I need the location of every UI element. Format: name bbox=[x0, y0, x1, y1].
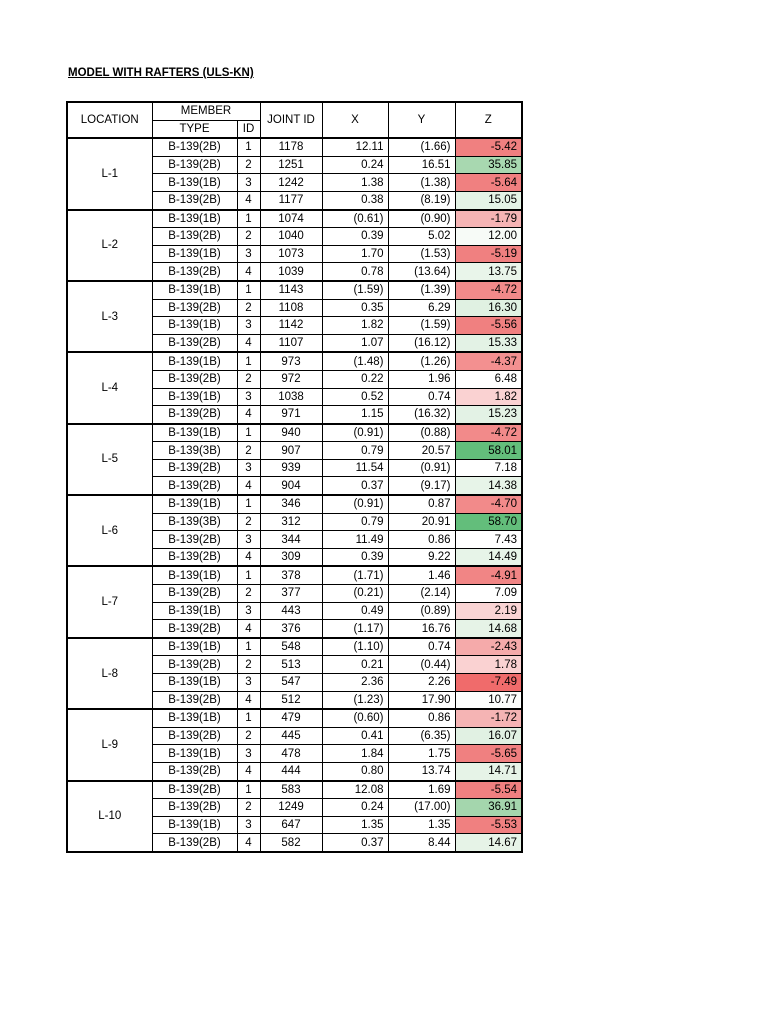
member-id-cell: 3 bbox=[237, 531, 260, 549]
joint-id-cell: 479 bbox=[260, 709, 322, 727]
member-id-cell: 2 bbox=[237, 513, 260, 531]
member-id-cell: 2 bbox=[237, 799, 260, 817]
member-id-cell: 2 bbox=[237, 442, 260, 460]
member-type-cell: B-139(1B) bbox=[152, 709, 237, 727]
x-cell: (1.23) bbox=[322, 691, 388, 709]
joint-id-cell: 309 bbox=[260, 548, 322, 566]
member-type-cell: B-139(2B) bbox=[152, 477, 237, 495]
member-id-cell: 3 bbox=[237, 174, 260, 192]
joint-id-cell: 548 bbox=[260, 638, 322, 656]
member-id-cell: 1 bbox=[237, 638, 260, 656]
member-id-cell: 2 bbox=[237, 727, 260, 745]
header-type: TYPE bbox=[152, 120, 237, 138]
y-cell: 16.76 bbox=[388, 620, 455, 638]
y-cell: (0.88) bbox=[388, 424, 455, 442]
x-cell: (1.17) bbox=[322, 620, 388, 638]
member-id-cell: 4 bbox=[237, 834, 260, 852]
z-cell: -5.42 bbox=[455, 138, 522, 156]
member-id-cell: 1 bbox=[237, 709, 260, 727]
y-cell: (8.19) bbox=[388, 191, 455, 209]
y-cell: 0.86 bbox=[388, 709, 455, 727]
member-type-cell: B-139(1B) bbox=[152, 816, 237, 834]
y-cell: (1.39) bbox=[388, 281, 455, 299]
table-header bbox=[67, 102, 522, 138]
member-type-cell: B-139(2B) bbox=[152, 406, 237, 424]
member-type-cell: B-139(1B) bbox=[152, 210, 237, 228]
y-cell: (1.53) bbox=[388, 245, 455, 263]
joint-id-cell: 1177 bbox=[260, 191, 322, 209]
member-id-cell: 2 bbox=[237, 156, 260, 174]
x-cell: (1.10) bbox=[322, 638, 388, 656]
member-type-cell: B-139(1B) bbox=[152, 638, 237, 656]
y-cell: (0.44) bbox=[388, 656, 455, 674]
member-id-cell: 3 bbox=[237, 317, 260, 335]
z-cell: -5.64 bbox=[455, 174, 522, 192]
member-id-cell: 3 bbox=[237, 674, 260, 692]
x-cell: 1.15 bbox=[322, 406, 388, 424]
z-cell: 15.33 bbox=[455, 334, 522, 352]
joint-id-cell: 1242 bbox=[260, 174, 322, 192]
y-cell: 5.02 bbox=[388, 228, 455, 246]
member-id-cell: 1 bbox=[237, 495, 260, 513]
member-type-cell: B-139(1B) bbox=[152, 566, 237, 584]
member-type-cell: B-139(1B) bbox=[152, 317, 237, 335]
table-row bbox=[67, 352, 522, 370]
x-cell: 0.37 bbox=[322, 834, 388, 852]
member-type-cell: B-139(2B) bbox=[152, 585, 237, 603]
z-cell: 16.30 bbox=[455, 299, 522, 317]
member-type-cell: B-139(2B) bbox=[152, 691, 237, 709]
y-cell: (1.59) bbox=[388, 317, 455, 335]
z-cell: 1.78 bbox=[455, 656, 522, 674]
y-cell: (1.66) bbox=[388, 138, 455, 156]
x-cell: 0.38 bbox=[322, 191, 388, 209]
member-id-cell: 2 bbox=[237, 299, 260, 317]
joint-id-cell: 445 bbox=[260, 727, 322, 745]
z-cell: -4.91 bbox=[455, 566, 522, 584]
member-id-cell: 2 bbox=[237, 370, 260, 388]
x-cell: 0.39 bbox=[322, 228, 388, 246]
x-cell: 1.35 bbox=[322, 816, 388, 834]
y-cell: 13.74 bbox=[388, 762, 455, 780]
joint-id-cell: 1249 bbox=[260, 799, 322, 817]
z-cell: 14.67 bbox=[455, 834, 522, 852]
member-id-cell: 2 bbox=[237, 656, 260, 674]
y-cell: (1.26) bbox=[388, 352, 455, 370]
z-cell: 15.23 bbox=[455, 406, 522, 424]
z-cell: 6.48 bbox=[455, 370, 522, 388]
table-row bbox=[67, 566, 522, 584]
member-id-cell: 1 bbox=[237, 352, 260, 370]
member-type-cell: B-139(1B) bbox=[152, 281, 237, 299]
member-type-cell: B-139(2B) bbox=[152, 299, 237, 317]
table-row bbox=[67, 138, 522, 156]
y-cell: 1.35 bbox=[388, 816, 455, 834]
table-row bbox=[67, 281, 522, 299]
z-cell: 14.49 bbox=[455, 548, 522, 566]
member-type-cell: B-139(1B) bbox=[152, 174, 237, 192]
location-cell: L-6 bbox=[67, 495, 152, 566]
x-cell: 0.41 bbox=[322, 727, 388, 745]
joint-id-cell: 344 bbox=[260, 531, 322, 549]
member-type-cell: B-139(2B) bbox=[152, 799, 237, 817]
z-cell: 58.70 bbox=[455, 513, 522, 531]
member-id-cell: 3 bbox=[237, 745, 260, 763]
x-cell: (1.71) bbox=[322, 566, 388, 584]
x-cell: (1.59) bbox=[322, 281, 388, 299]
member-id-cell: 4 bbox=[237, 548, 260, 566]
member-id-cell: 2 bbox=[237, 585, 260, 603]
joint-id-cell: 1108 bbox=[260, 299, 322, 317]
joint-id-cell: 512 bbox=[260, 691, 322, 709]
z-cell: 13.75 bbox=[455, 263, 522, 281]
joint-id-cell: 444 bbox=[260, 762, 322, 780]
y-cell: 0.87 bbox=[388, 495, 455, 513]
x-cell: 1.84 bbox=[322, 745, 388, 763]
y-cell: 20.57 bbox=[388, 442, 455, 460]
location-cell: L-9 bbox=[67, 709, 152, 780]
y-cell: 0.74 bbox=[388, 388, 455, 406]
y-cell: (16.12) bbox=[388, 334, 455, 352]
joint-id-cell: 346 bbox=[260, 495, 322, 513]
x-cell: 0.79 bbox=[322, 513, 388, 531]
y-cell: 1.69 bbox=[388, 781, 455, 799]
member-id-cell: 4 bbox=[237, 620, 260, 638]
x-cell: 0.49 bbox=[322, 602, 388, 620]
member-type-cell: B-139(1B) bbox=[152, 602, 237, 620]
joint-id-cell: 1178 bbox=[260, 138, 322, 156]
member-type-cell: B-139(1B) bbox=[152, 352, 237, 370]
y-cell: (9.17) bbox=[388, 477, 455, 495]
table-body bbox=[67, 138, 522, 852]
location-cell: L-4 bbox=[67, 352, 152, 423]
member-type-cell: B-139(1B) bbox=[152, 745, 237, 763]
header-x: X bbox=[322, 102, 388, 138]
joint-id-cell: 376 bbox=[260, 620, 322, 638]
table-row bbox=[67, 210, 522, 228]
z-cell: 12.00 bbox=[455, 228, 522, 246]
joint-id-cell: 972 bbox=[260, 370, 322, 388]
header-id: ID bbox=[237, 120, 260, 138]
x-cell: 0.35 bbox=[322, 299, 388, 317]
z-cell: 7.18 bbox=[455, 459, 522, 477]
member-type-cell: B-139(2B) bbox=[152, 370, 237, 388]
member-id-cell: 4 bbox=[237, 263, 260, 281]
member-type-cell: B-139(2B) bbox=[152, 156, 237, 174]
z-cell: 1.82 bbox=[455, 388, 522, 406]
y-cell: 0.74 bbox=[388, 638, 455, 656]
joint-id-cell: 583 bbox=[260, 781, 322, 799]
joint-id-cell: 547 bbox=[260, 674, 322, 692]
y-cell: 1.46 bbox=[388, 566, 455, 584]
z-cell: 14.38 bbox=[455, 477, 522, 495]
x-cell: 0.22 bbox=[322, 370, 388, 388]
member-id-cell: 3 bbox=[237, 459, 260, 477]
x-cell: 1.07 bbox=[322, 334, 388, 352]
member-id-cell: 4 bbox=[237, 762, 260, 780]
header-joint-id: JOINT ID bbox=[260, 102, 322, 138]
member-type-cell: B-139(2B) bbox=[152, 228, 237, 246]
joint-id-cell: 377 bbox=[260, 585, 322, 603]
z-cell: 7.09 bbox=[455, 585, 522, 603]
joint-id-cell: 478 bbox=[260, 745, 322, 763]
joint-id-cell: 1142 bbox=[260, 317, 322, 335]
x-cell: (0.21) bbox=[322, 585, 388, 603]
member-type-cell: B-139(2B) bbox=[152, 263, 237, 281]
z-cell: -5.65 bbox=[455, 745, 522, 763]
joint-id-cell: 973 bbox=[260, 352, 322, 370]
joint-id-cell: 312 bbox=[260, 513, 322, 531]
z-cell: -5.54 bbox=[455, 781, 522, 799]
y-cell: 20.91 bbox=[388, 513, 455, 531]
page-title: MODEL WITH RAFTERS (ULS-KN) bbox=[68, 67, 254, 79]
table-row bbox=[67, 709, 522, 727]
x-cell: 12.08 bbox=[322, 781, 388, 799]
y-cell: (1.38) bbox=[388, 174, 455, 192]
member-type-cell: B-139(2B) bbox=[152, 620, 237, 638]
joint-id-cell: 378 bbox=[260, 566, 322, 584]
location-cell: L-5 bbox=[67, 424, 152, 495]
member-id-cell: 1 bbox=[237, 210, 260, 228]
member-type-cell: B-139(1B) bbox=[152, 495, 237, 513]
joint-id-cell: 940 bbox=[260, 424, 322, 442]
x-cell: 0.21 bbox=[322, 656, 388, 674]
joint-id-cell: 939 bbox=[260, 459, 322, 477]
z-cell: -4.70 bbox=[455, 495, 522, 513]
x-cell: 0.39 bbox=[322, 548, 388, 566]
x-cell: 11.49 bbox=[322, 531, 388, 549]
x-cell: 1.82 bbox=[322, 317, 388, 335]
y-cell: (17.00) bbox=[388, 799, 455, 817]
y-cell: 2.26 bbox=[388, 674, 455, 692]
z-cell: 58.01 bbox=[455, 442, 522, 460]
y-cell: 16.51 bbox=[388, 156, 455, 174]
results-table bbox=[66, 101, 523, 853]
member-type-cell: B-139(1B) bbox=[152, 674, 237, 692]
y-cell: 8.44 bbox=[388, 834, 455, 852]
joint-id-cell: 1251 bbox=[260, 156, 322, 174]
member-type-cell: B-139(2B) bbox=[152, 727, 237, 745]
joint-id-cell: 582 bbox=[260, 834, 322, 852]
z-cell: -5.53 bbox=[455, 816, 522, 834]
x-cell: 0.37 bbox=[322, 477, 388, 495]
member-type-cell: B-139(2B) bbox=[152, 781, 237, 799]
joint-id-cell: 513 bbox=[260, 656, 322, 674]
header-z: Z bbox=[455, 102, 522, 138]
joint-id-cell: 971 bbox=[260, 406, 322, 424]
member-type-cell: B-139(1B) bbox=[152, 388, 237, 406]
joint-id-cell: 907 bbox=[260, 442, 322, 460]
y-cell: 1.75 bbox=[388, 745, 455, 763]
member-type-cell: B-139(2B) bbox=[152, 762, 237, 780]
joint-id-cell: 1039 bbox=[260, 263, 322, 281]
x-cell: 2.36 bbox=[322, 674, 388, 692]
y-cell: 6.29 bbox=[388, 299, 455, 317]
joint-id-cell: 1074 bbox=[260, 210, 322, 228]
member-type-cell: B-139(2B) bbox=[152, 334, 237, 352]
member-id-cell: 1 bbox=[237, 281, 260, 299]
y-cell: (2.14) bbox=[388, 585, 455, 603]
location-cell: L-10 bbox=[67, 781, 152, 852]
z-cell: -4.72 bbox=[455, 281, 522, 299]
member-type-cell: B-139(2B) bbox=[152, 834, 237, 852]
header-member: MEMBER bbox=[152, 102, 260, 120]
x-cell: (1.48) bbox=[322, 352, 388, 370]
member-id-cell: 4 bbox=[237, 191, 260, 209]
x-cell: (0.60) bbox=[322, 709, 388, 727]
joint-id-cell: 1073 bbox=[260, 245, 322, 263]
member-id-cell: 4 bbox=[237, 691, 260, 709]
member-type-cell: B-139(2B) bbox=[152, 191, 237, 209]
x-cell: 0.24 bbox=[322, 156, 388, 174]
joint-id-cell: 904 bbox=[260, 477, 322, 495]
header-y: Y bbox=[388, 102, 455, 138]
z-cell: 36.91 bbox=[455, 799, 522, 817]
z-cell: -4.72 bbox=[455, 424, 522, 442]
z-cell: -1.79 bbox=[455, 210, 522, 228]
joint-id-cell: 1040 bbox=[260, 228, 322, 246]
x-cell: (0.91) bbox=[322, 424, 388, 442]
y-cell: (16.32) bbox=[388, 406, 455, 424]
x-cell: 0.78 bbox=[322, 263, 388, 281]
joint-id-cell: 1143 bbox=[260, 281, 322, 299]
x-cell: 12.11 bbox=[322, 138, 388, 156]
joint-id-cell: 443 bbox=[260, 602, 322, 620]
z-cell: 14.71 bbox=[455, 762, 522, 780]
y-cell: 17.90 bbox=[388, 691, 455, 709]
x-cell: 11.54 bbox=[322, 459, 388, 477]
z-cell: 16.07 bbox=[455, 727, 522, 745]
table-row bbox=[67, 424, 522, 442]
joint-id-cell: 647 bbox=[260, 816, 322, 834]
z-cell: 10.77 bbox=[455, 691, 522, 709]
member-type-cell: B-139(3B) bbox=[152, 442, 237, 460]
member-type-cell: B-139(2B) bbox=[152, 548, 237, 566]
z-cell: -1.72 bbox=[455, 709, 522, 727]
joint-id-cell: 1107 bbox=[260, 334, 322, 352]
location-cell: L-1 bbox=[67, 138, 152, 209]
z-cell: -5.56 bbox=[455, 317, 522, 335]
member-id-cell: 4 bbox=[237, 477, 260, 495]
member-id-cell: 1 bbox=[237, 781, 260, 799]
location-cell: L-7 bbox=[67, 566, 152, 637]
x-cell: 1.70 bbox=[322, 245, 388, 263]
y-cell: (0.89) bbox=[388, 602, 455, 620]
header-location: LOCATION bbox=[67, 102, 152, 138]
member-id-cell: 3 bbox=[237, 388, 260, 406]
z-cell: -5.19 bbox=[455, 245, 522, 263]
z-cell: 35.85 bbox=[455, 156, 522, 174]
x-cell: 0.24 bbox=[322, 799, 388, 817]
member-id-cell: 3 bbox=[237, 602, 260, 620]
y-cell: 0.86 bbox=[388, 531, 455, 549]
location-cell: L-8 bbox=[67, 638, 152, 709]
member-id-cell: 2 bbox=[237, 228, 260, 246]
table-row bbox=[67, 495, 522, 513]
y-cell: (13.64) bbox=[388, 263, 455, 281]
member-type-cell: B-139(3B) bbox=[152, 513, 237, 531]
y-cell: (6.35) bbox=[388, 727, 455, 745]
member-id-cell: 1 bbox=[237, 138, 260, 156]
location-cell: L-2 bbox=[67, 210, 152, 281]
member-type-cell: B-139(2B) bbox=[152, 138, 237, 156]
x-cell: (0.61) bbox=[322, 210, 388, 228]
table-row bbox=[67, 781, 522, 799]
location-cell: L-3 bbox=[67, 281, 152, 352]
member-type-cell: B-139(1B) bbox=[152, 424, 237, 442]
member-type-cell: B-139(2B) bbox=[152, 656, 237, 674]
x-cell: 0.80 bbox=[322, 762, 388, 780]
z-cell: -2.43 bbox=[455, 638, 522, 656]
y-cell: 1.96 bbox=[388, 370, 455, 388]
z-cell: 7.43 bbox=[455, 531, 522, 549]
joint-id-cell: 1038 bbox=[260, 388, 322, 406]
y-cell: (0.90) bbox=[388, 210, 455, 228]
z-cell: -7.49 bbox=[455, 674, 522, 692]
z-cell: 15.05 bbox=[455, 191, 522, 209]
x-cell: 1.38 bbox=[322, 174, 388, 192]
member-id-cell: 4 bbox=[237, 406, 260, 424]
x-cell: (0.91) bbox=[322, 495, 388, 513]
z-cell: 14.68 bbox=[455, 620, 522, 638]
member-id-cell: 3 bbox=[237, 816, 260, 834]
x-cell: 0.79 bbox=[322, 442, 388, 460]
x-cell: 0.52 bbox=[322, 388, 388, 406]
table-row bbox=[67, 638, 522, 656]
member-type-cell: B-139(2B) bbox=[152, 459, 237, 477]
member-id-cell: 4 bbox=[237, 334, 260, 352]
z-cell: 2.19 bbox=[455, 602, 522, 620]
y-cell: 9.22 bbox=[388, 548, 455, 566]
z-cell: -4.37 bbox=[455, 352, 522, 370]
member-type-cell: B-139(2B) bbox=[152, 531, 237, 549]
member-id-cell: 1 bbox=[237, 424, 260, 442]
y-cell: (0.91) bbox=[388, 459, 455, 477]
member-id-cell: 3 bbox=[237, 245, 260, 263]
member-id-cell: 1 bbox=[237, 566, 260, 584]
member-type-cell: B-139(1B) bbox=[152, 245, 237, 263]
